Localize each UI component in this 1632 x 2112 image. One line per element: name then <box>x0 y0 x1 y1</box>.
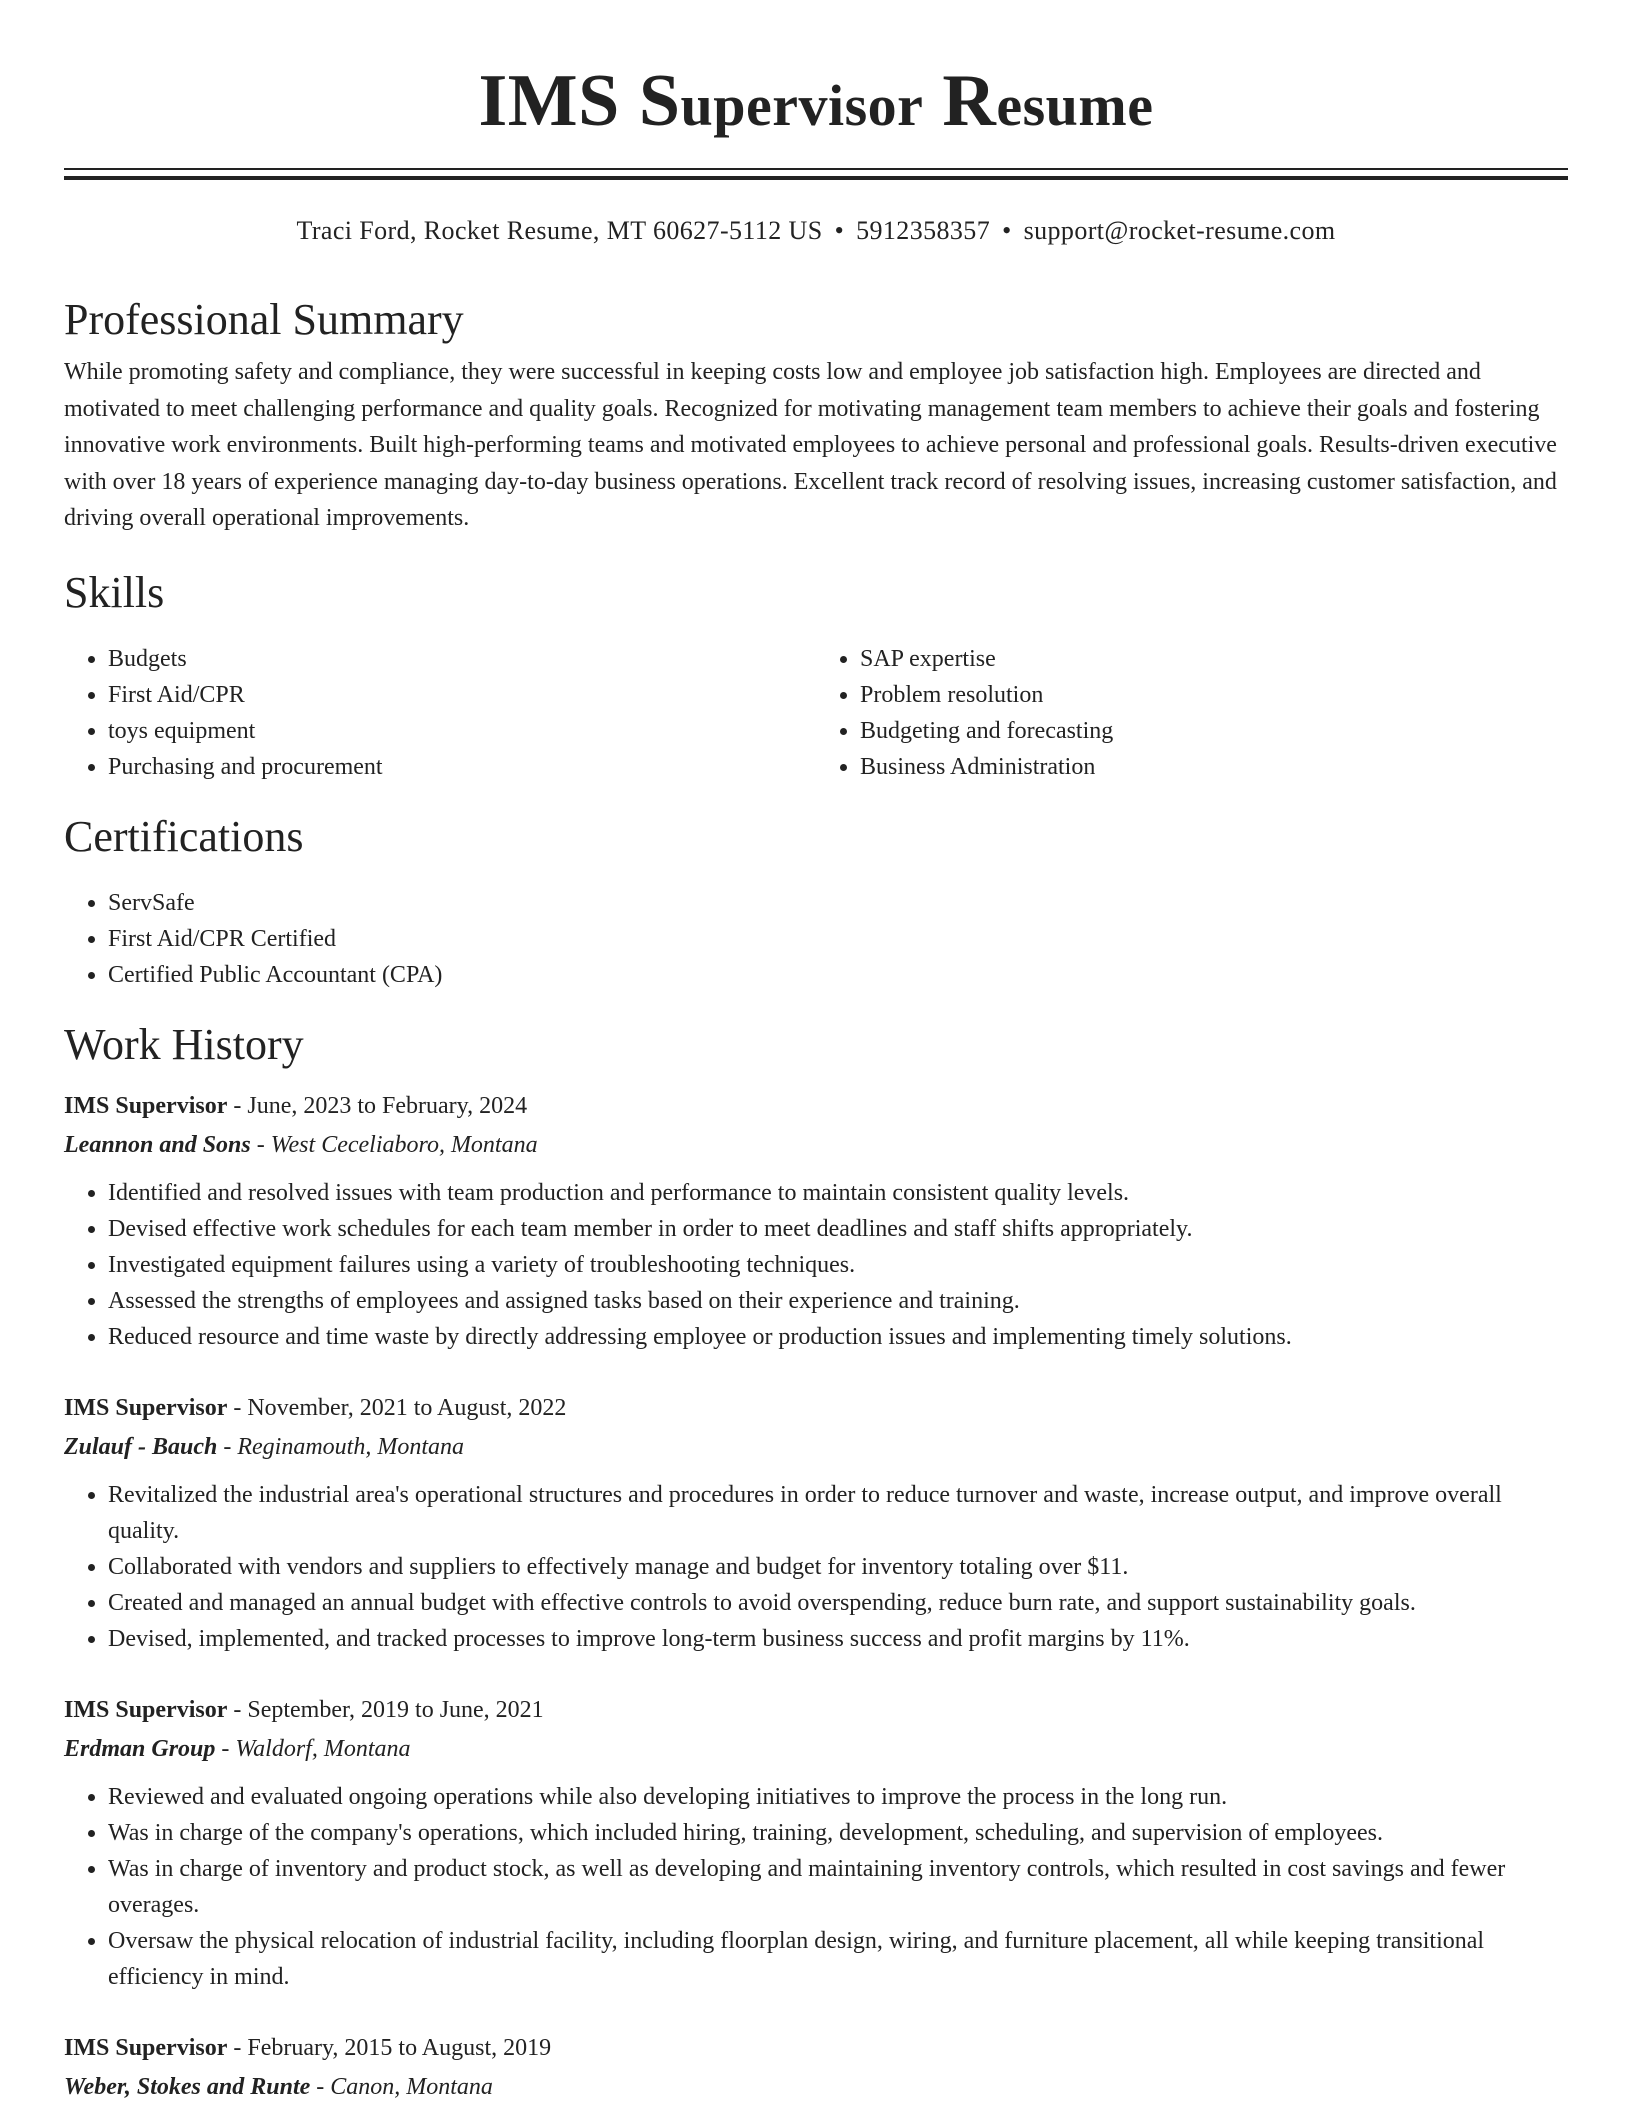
job-bullet: • Revitalized the industrial area's operational structures and procedures in order to reduce turnover and waste, increase output, and improve overall quality. <box>108 1477 1568 1549</box>
job-bullet: • Collaborated with vendors and suppliers to effectively manage and budget for inventory totaling over $11. <box>108 1549 1568 1585</box>
job-bullet: • Reduced resource and time waste by directly addressing employee or production issues and implementing timely solutions. <box>108 1319 1568 1355</box>
title-divider-thick <box>64 176 1568 180</box>
job-bullets <box>64 1175 1568 1355</box>
job-title: IMS Supervisor <box>64 2034 228 2061</box>
skill-item: • SAP expertise <box>860 641 1568 677</box>
title-cap-r: R <box>942 60 997 142</box>
contact-address: Traci Ford, Rocket Resume, MT 60627-5112 US <box>296 216 823 245</box>
job-bullet: • Oversaw the physical relocation of industrial facility, including floorplan design, wiring, and furniture placement, all while keeping transitional efficiency in mind. <box>108 1923 1568 1995</box>
job-title-line <box>64 1087 1568 1125</box>
job-title-line <box>64 2029 1568 2067</box>
job-title: IMS Supervisor <box>64 1696 228 1723</box>
job-entry <box>64 1389 1568 1657</box>
contact-separator: • <box>1002 216 1012 245</box>
skill-item: • Problem resolution <box>860 677 1568 713</box>
job-bullet: • Identified and resolved issues with team production and performance to maintain consistent quality levels. <box>108 1175 1568 1211</box>
skill-item: • First Aid/CPR <box>108 677 816 713</box>
skills-section <box>64 565 1568 785</box>
job-entry <box>64 1691 1568 1995</box>
job-company: Zulauf - Bauch <box>64 1433 218 1460</box>
work-history-heading: Work History <box>64 1019 304 1069</box>
job-location: - Canon, Montana <box>310 2073 493 2100</box>
title-divider-thin <box>64 168 1568 170</box>
job-title-line <box>64 1691 1568 1729</box>
certifications-heading: Certifications <box>64 811 304 861</box>
title-small-upervisor: upervisor <box>680 73 924 138</box>
skill-item: • toys equipment <box>108 713 816 749</box>
certifications-list <box>64 885 1568 993</box>
title-small-esume: esume <box>996 73 1154 138</box>
job-bullets <box>64 1779 1568 1995</box>
job-bullet: • Reviewed and evaluated ongoing operations while also developing initiatives to improve the process in the long run. <box>108 1779 1568 1815</box>
skills-columns <box>64 641 1568 785</box>
job-bullet: • Investigated equipment failures using a variety of troubleshooting techniques. <box>108 1247 1568 1283</box>
contact-phone: 5912358357 <box>856 216 991 245</box>
resume-title <box>0 56 1632 151</box>
summary-section <box>64 292 1568 537</box>
summary-heading: Professional Summary <box>64 295 464 344</box>
skills-left-list <box>64 641 816 785</box>
job-dates: - June, 2023 to February, 2024 <box>227 1092 528 1119</box>
job-company: Erdman Group <box>64 1735 216 1762</box>
job-company-line <box>64 1125 1568 1165</box>
job-location: - Waldorf, Montana <box>215 1735 411 1762</box>
certification-item: • Certified Public Accountant (CPA) <box>108 957 1568 993</box>
job-company-line <box>64 2067 1568 2107</box>
job-company-line <box>64 1729 1568 1769</box>
skills-heading: Skills <box>64 567 165 617</box>
skill-item: • Purchasing and procurement <box>108 749 816 785</box>
job-dates: - February, 2015 to August, 2019 <box>227 2034 552 2061</box>
job-dates: - November, 2021 to August, 2022 <box>227 1394 567 1421</box>
job-bullet: • Devised, implemented, and tracked processes to improve long-term business success and profit margins by 11%. <box>108 1621 1568 1657</box>
job-bullet: • Was in charge of inventory and product stock, as well as developing and maintaining inventory controls, which resulted in cost savings and fewer overages. <box>108 1851 1568 1923</box>
skill-item: • Budgeting and forecasting <box>860 713 1568 749</box>
job-title: IMS Supervisor <box>64 1092 228 1119</box>
job-entry <box>64 2029 1568 2107</box>
resume-content <box>64 292 1568 2112</box>
job-bullet: • Was in charge of the company's operations, which included hiring, training, development, scheduling, and supervision of employees. <box>108 1815 1568 1851</box>
job-company: Weber, Stokes and Runte <box>64 2073 311 2100</box>
contact-email: support@rocket-resume.com <box>1023 216 1336 245</box>
skill-item: • Business Administration <box>860 749 1568 785</box>
contact-separator: • <box>834 216 845 245</box>
job-bullets <box>64 1477 1568 1657</box>
job-dates: - September, 2019 to June, 2021 <box>227 1696 544 1723</box>
summary-text: While promoting safety and compliance, they were successful in keeping costs low and employee job satisfaction high. Employees are directed and motivated to meet challenging performance and quality goals. Recognized for motivating management team members to achieve their goals and fostering innovative work environments. Built high-performing teams and motivated employees to achieve personal and professional goals. Results-driven executive with over 18 years of experience managing day-to-day business operations. Excellent track record of resolving issues, increasing customer satisfaction, and driving overall operational improvements. <box>64 359 1557 531</box>
title-word-ims: IMS <box>478 60 620 142</box>
job-bullet: • Assessed the strengths of employees and assigned tasks based on their experience and training. <box>108 1283 1568 1319</box>
contact-line <box>0 216 1632 246</box>
title-cap-s: S <box>638 60 681 142</box>
job-company: Leannon and Sons <box>64 1131 251 1158</box>
job-entry <box>64 1087 1568 1355</box>
job-title: IMS Supervisor <box>64 1394 228 1421</box>
certification-item: • First Aid/CPR Certified <box>108 921 1568 957</box>
certification-item: • ServSafe <box>108 885 1568 921</box>
work-history-section <box>64 1017 1568 2107</box>
job-bullet: • Devised effective work schedules for each team member in order to meet deadlines and staff shifts appropriately. <box>108 1211 1568 1247</box>
job-company-line <box>64 1427 1568 1467</box>
job-location: - West Ceceliaboro, Montana <box>250 1131 538 1158</box>
skill-item: • Budgets <box>108 641 816 677</box>
skills-right-list <box>816 641 1568 785</box>
job-title-line <box>64 1389 1568 1427</box>
certifications-section <box>64 809 1568 993</box>
job-location: - Reginamouth, Montana <box>217 1433 465 1460</box>
job-bullet: • Created and managed an annual budget with effective controls to avoid overspending, reduce burn rate, and support sustainability goals. <box>108 1585 1568 1621</box>
